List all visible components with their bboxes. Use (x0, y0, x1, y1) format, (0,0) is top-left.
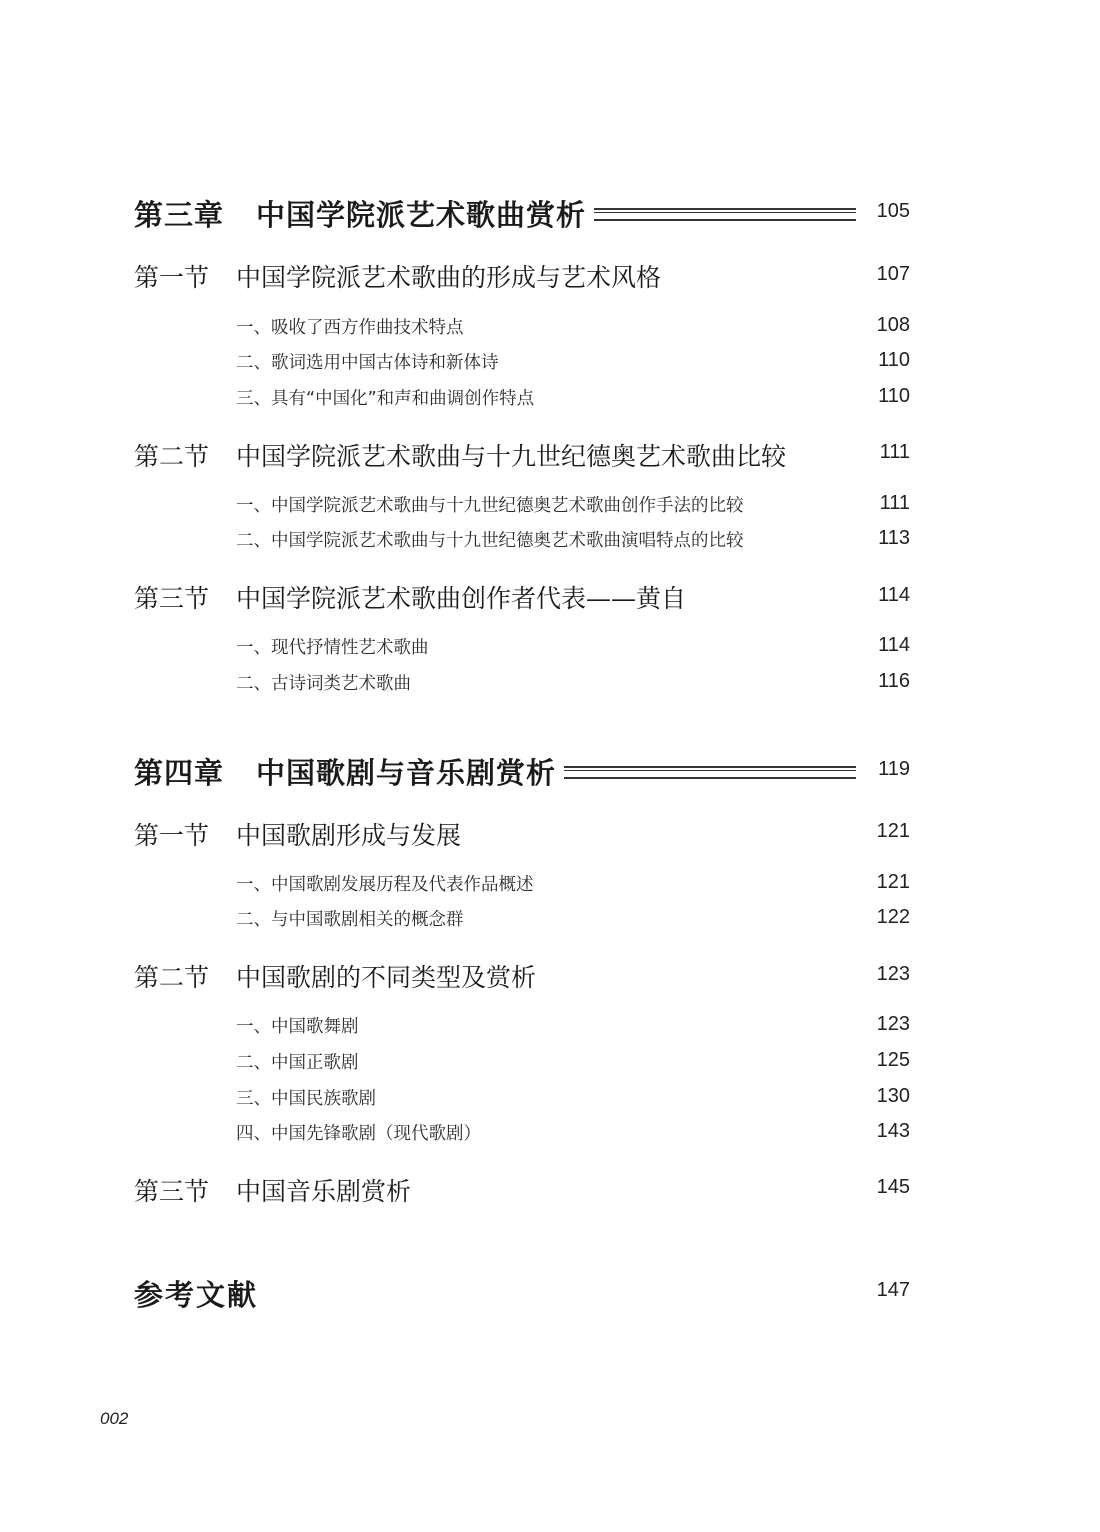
item-4-1-2-page: 122 (876, 906, 910, 928)
item-4-2-1-page: 123 (876, 1013, 910, 1035)
section-number: 第一节 (134, 263, 210, 292)
chapter-3-title-line (134, 193, 586, 234)
chapter-rule (564, 766, 856, 779)
item-3-1-3[interactable]: 三、具有“中国化”和声和曲调创作特点 (236, 389, 535, 409)
item-3-1-3-page: 110 (878, 385, 910, 407)
references-page: 147 (876, 1279, 910, 1301)
item-3-3-2[interactable]: 二、古诗词类艺术歌曲 (236, 674, 411, 694)
section-4-1[interactable] (134, 816, 461, 852)
section-3-1-page: 107 (876, 263, 910, 285)
item-3-2-2[interactable]: 二、中国学院派艺术歌曲与十九世纪德奥艺术歌曲演唱特点的比较 (236, 531, 744, 551)
item-4-1-2[interactable]: 二、与中国歌剧相关的概念群 (236, 910, 464, 930)
item-3-1-1[interactable]: 一、吸收了西方作曲技术特点 (236, 318, 464, 338)
item-4-1-1[interactable]: 一、中国歌剧发展历程及代表作品概述 (236, 875, 534, 895)
item-4-1-1-page: 121 (876, 871, 910, 893)
section-title: 中国学院派艺术歌曲创作者代表——黄自 (236, 584, 687, 613)
section-4-3[interactable] (134, 1172, 411, 1208)
item-4-2-4[interactable]: 四、中国先锋歌剧（现代歌剧） (236, 1124, 481, 1144)
item-4-2-2-page: 125 (876, 1049, 910, 1071)
chapter-number: 第四章 (134, 756, 225, 790)
section-title: 中国音乐剧赏析 (236, 1177, 412, 1206)
chapter-title: 中国学院派艺术歌曲赏析 (256, 198, 587, 232)
section-3-3-page: 114 (878, 584, 910, 606)
section-number: 第二节 (134, 442, 210, 471)
item-4-2-1[interactable]: 一、中国歌舞剧 (236, 1017, 359, 1037)
section-number: 第三节 (134, 584, 210, 613)
item-4-2-2[interactable]: 二、中国正歌剧 (236, 1053, 359, 1073)
chapter-title: 中国歌剧与音乐剧赏析 (256, 756, 557, 790)
section-title: 中国学院派艺术歌曲与十九世纪德奥艺术歌曲比较 (236, 442, 787, 471)
page-folio: 002 (100, 1409, 129, 1428)
item-3-1-2-page: 110 (878, 349, 910, 371)
section-3-1[interactable] (134, 258, 661, 294)
chapter-rule (594, 208, 856, 221)
item-3-1-1-page: 108 (876, 314, 910, 336)
item-3-3-2-page: 116 (878, 670, 910, 692)
section-4-2-page: 123 (876, 963, 910, 985)
item-3-3-1-page: 114 (878, 634, 910, 656)
item-3-3-1[interactable]: 一、现代抒情性艺术歌曲 (236, 638, 429, 658)
item-4-2-3-page: 130 (876, 1085, 910, 1107)
item-3-1-2[interactable]: 二、歌词选用中国古体诗和新体诗 (236, 353, 499, 373)
chapter-4-heading[interactable] (134, 751, 868, 792)
item-3-2-2-page: 113 (878, 527, 910, 549)
section-3-2-page: 111 (879, 441, 910, 463)
chapter-3-page: 105 (876, 200, 910, 222)
references-heading[interactable]: 参考文献 (134, 1278, 259, 1312)
section-title: 中国歌剧的不同类型及赏析 (236, 963, 537, 992)
chapter-4-page: 119 (878, 758, 910, 780)
section-3-2[interactable] (134, 437, 786, 473)
section-number: 第三节 (134, 1177, 210, 1206)
section-title: 中国学院派艺术歌曲的形成与艺术风格 (236, 263, 662, 292)
item-4-2-4-page: 143 (876, 1120, 910, 1142)
section-4-1-page: 121 (876, 820, 910, 842)
chapter-number: 第三章 (134, 198, 225, 232)
chapter-3-heading[interactable] (134, 193, 868, 234)
section-number: 第一节 (134, 821, 210, 850)
section-title: 中国歌剧形成与发展 (236, 821, 462, 850)
section-3-3[interactable] (134, 579, 686, 615)
section-4-2[interactable] (134, 958, 536, 994)
chapter-4-title-line (134, 751, 556, 792)
item-3-2-1[interactable]: 一、中国学院派艺术歌曲与十九世纪德奥艺术歌曲创作手法的比较 (236, 496, 744, 516)
item-4-2-3[interactable]: 三、中国民族歌剧 (236, 1089, 376, 1109)
section-4-3-page: 145 (876, 1176, 910, 1198)
section-number: 第二节 (134, 963, 210, 992)
item-3-2-1-page: 111 (879, 492, 910, 514)
